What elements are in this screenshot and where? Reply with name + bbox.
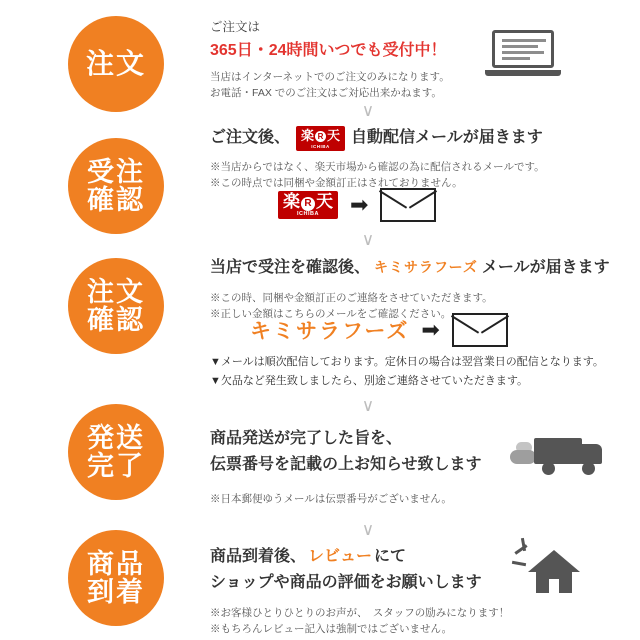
arrow-right-icon-2: ➡ <box>421 317 440 342</box>
order-highlight: 365日・24時間いつでも受付中！ <box>210 41 447 59</box>
badge-order-confirm-line1: 注文 <box>87 276 145 307</box>
received-flow <box>278 188 640 222</box>
house-review-icon <box>510 538 590 594</box>
confirm-bullets <box>210 353 635 390</box>
arrow-right-icon-1: ➡ <box>350 192 369 217</box>
laptop-icon <box>485 30 561 84</box>
shipped-line2: 伝票番号を記載の上お知らせ致します <box>210 456 482 473</box>
order-note1: 当店はインターネットでのご注文のみになります。 <box>210 70 450 83</box>
confirm-bullet1: ▼メールは順次配信しております。定休日の場合は翌営業日の配信となります。 <box>210 356 604 368</box>
rakuten-logo-flow <box>278 191 338 219</box>
received-tail: 自動配信メールが届きます <box>351 129 543 147</box>
confirm-bullet2: ▼欠品など発生致しましたら、別途ご連絡させていただきます。 <box>210 374 529 387</box>
badge-arrived-line1: 商品 <box>87 548 145 579</box>
chevron-down-icon-4: ∨ <box>361 520 375 539</box>
confirm-lead: 当店で受注を確認後、 <box>210 259 371 276</box>
chevron-down-icon-2: ∨ <box>361 230 375 249</box>
rakuten-flow-char1: 楽 <box>283 192 300 212</box>
truck-icon <box>510 428 606 486</box>
badge-order-received-line2: 確認 <box>87 185 145 215</box>
badge-order-received-line1: 受注 <box>87 156 145 187</box>
badge-order <box>68 16 164 112</box>
envelope-icon-2 <box>452 313 508 347</box>
shipped-line1: 商品発送が完了した旨を、 <box>210 430 403 447</box>
badge-order-confirm <box>68 258 164 354</box>
rakuten-logo-char1: 楽 <box>301 128 315 143</box>
confirm-flow <box>250 313 640 347</box>
chevron-down-icon-3: ∨ <box>361 396 375 415</box>
arrived-line1-b: にて <box>374 548 407 565</box>
order-line1: ご注文は <box>210 20 261 34</box>
rakuten-logo-r: R <box>315 131 326 142</box>
badge-arrived <box>68 530 164 626</box>
kimisara-brand-big: キミサラフーズ <box>250 320 410 343</box>
rakuten-logo-char2: 天 <box>327 128 341 143</box>
rakuten-flow-sub: ICHIBA <box>297 211 319 218</box>
chevron-down-icon-1: ∨ <box>361 101 375 120</box>
confirm-tail: メールが届きます <box>481 259 610 276</box>
rakuten-flow-char2: 天 <box>316 192 333 212</box>
badge-shipped-line2: 完了 <box>87 451 145 481</box>
section-received <box>210 124 635 191</box>
badge-order-line1: 注文 <box>85 48 146 80</box>
arrived-line1-a: 商品到着後、 <box>210 548 307 565</box>
rakuten-logo-sub: ICHIBA <box>311 144 330 149</box>
received-lead: ご注文後、 <box>210 129 291 147</box>
arrived-line2: ショップや商品の評価をお願いします <box>210 574 482 591</box>
order-note2: お電話・FAX でのご注文はご対応出来かねます。 <box>210 87 442 100</box>
badge-arrived-line2: 到着 <box>87 577 145 607</box>
arrived-review-highlight: レビュー <box>308 548 373 565</box>
badge-order-received <box>68 138 164 234</box>
envelope-icon-1 <box>380 188 436 222</box>
shipped-note1: ※日本郵便ゆうメールは伝票番号がございません。 <box>210 493 452 505</box>
badge-shipped <box>68 404 164 500</box>
received-note2: ※この時点では同梱や金額訂正はされておりません。 <box>210 176 463 189</box>
confirm-note1: ※この時、同梱や金額訂正のご連絡をさせていただきます。 <box>210 292 493 304</box>
arrived-note1: ※お客様ひとりひとりのお声が、 スタッフの励みになります！ <box>210 607 510 619</box>
badge-column <box>0 0 200 640</box>
section-order <box>210 18 635 101</box>
rakuten-flow-r: R <box>301 197 315 211</box>
content-column <box>200 0 640 640</box>
badge-shipped-line1: 発送 <box>87 422 145 453</box>
received-note1: ※当店からではなく、楽天市場から確認の為に配信されるメールです。 <box>210 160 545 173</box>
rakuten-logo <box>296 126 345 151</box>
badge-order-confirm-line2: 確認 <box>87 305 145 335</box>
kimisara-brand: キミサラフーズ <box>374 259 478 275</box>
confirm-note2: ※正しい金額はこちらのメールをご確認ください。 <box>210 308 452 321</box>
arrived-note2: ※もちろんレビュー記入は強制ではございません。 <box>210 623 453 636</box>
